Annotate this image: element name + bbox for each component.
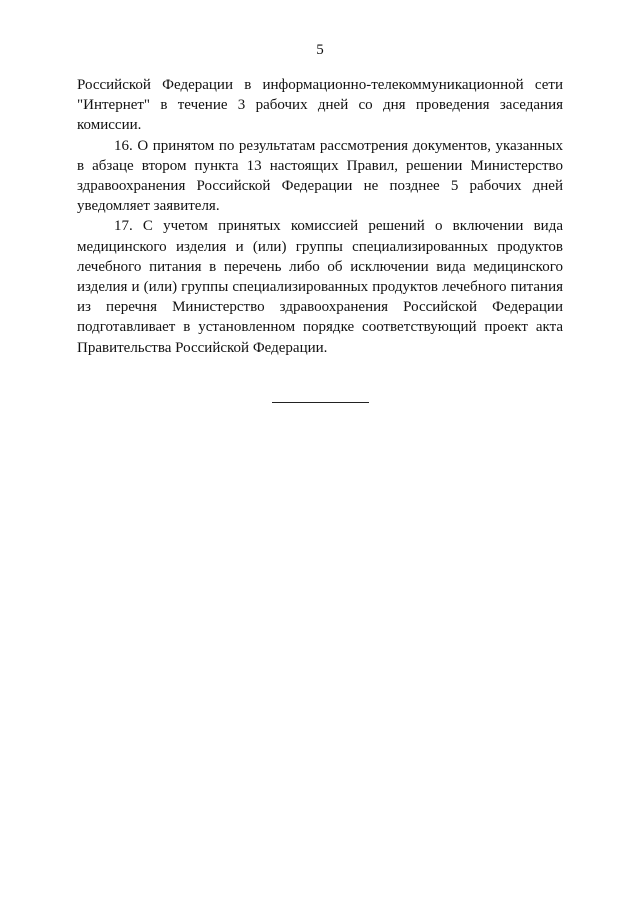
paragraph-16: 16. О принятом по результатам рассмотрения документов, указанных в абзаце втором пункта 13 настоящих Правил, решении Министерство здравоохранения Российской Федерации не позднее 5 рабочих дней уведомляет заявителя.	[77, 137, 563, 215]
end-of-text-rule	[272, 402, 369, 403]
document-body	[77, 75, 563, 358]
paragraph-continuation: Российской Федерации в информационно-телекоммуникационной сети "Интернет" в течение 3 рабочих дней со дня проведения заседания комиссии.	[77, 77, 563, 134]
paragraph-17: 17. С учетом принятых комиссией решений о включении вида медицинского изделия и (или) группы специализированных продуктов лечебного питания в перечень либо об исключении вида медицинского изделия и (или) группы специализированных продуктов лечебного питания из перечня Министерство здравоохранения Российской Федерации подготавливает в установленном порядке соответствующий проект акта Правительства Российской Федерации.	[77, 218, 563, 356]
page-number: 5	[316, 42, 324, 58]
